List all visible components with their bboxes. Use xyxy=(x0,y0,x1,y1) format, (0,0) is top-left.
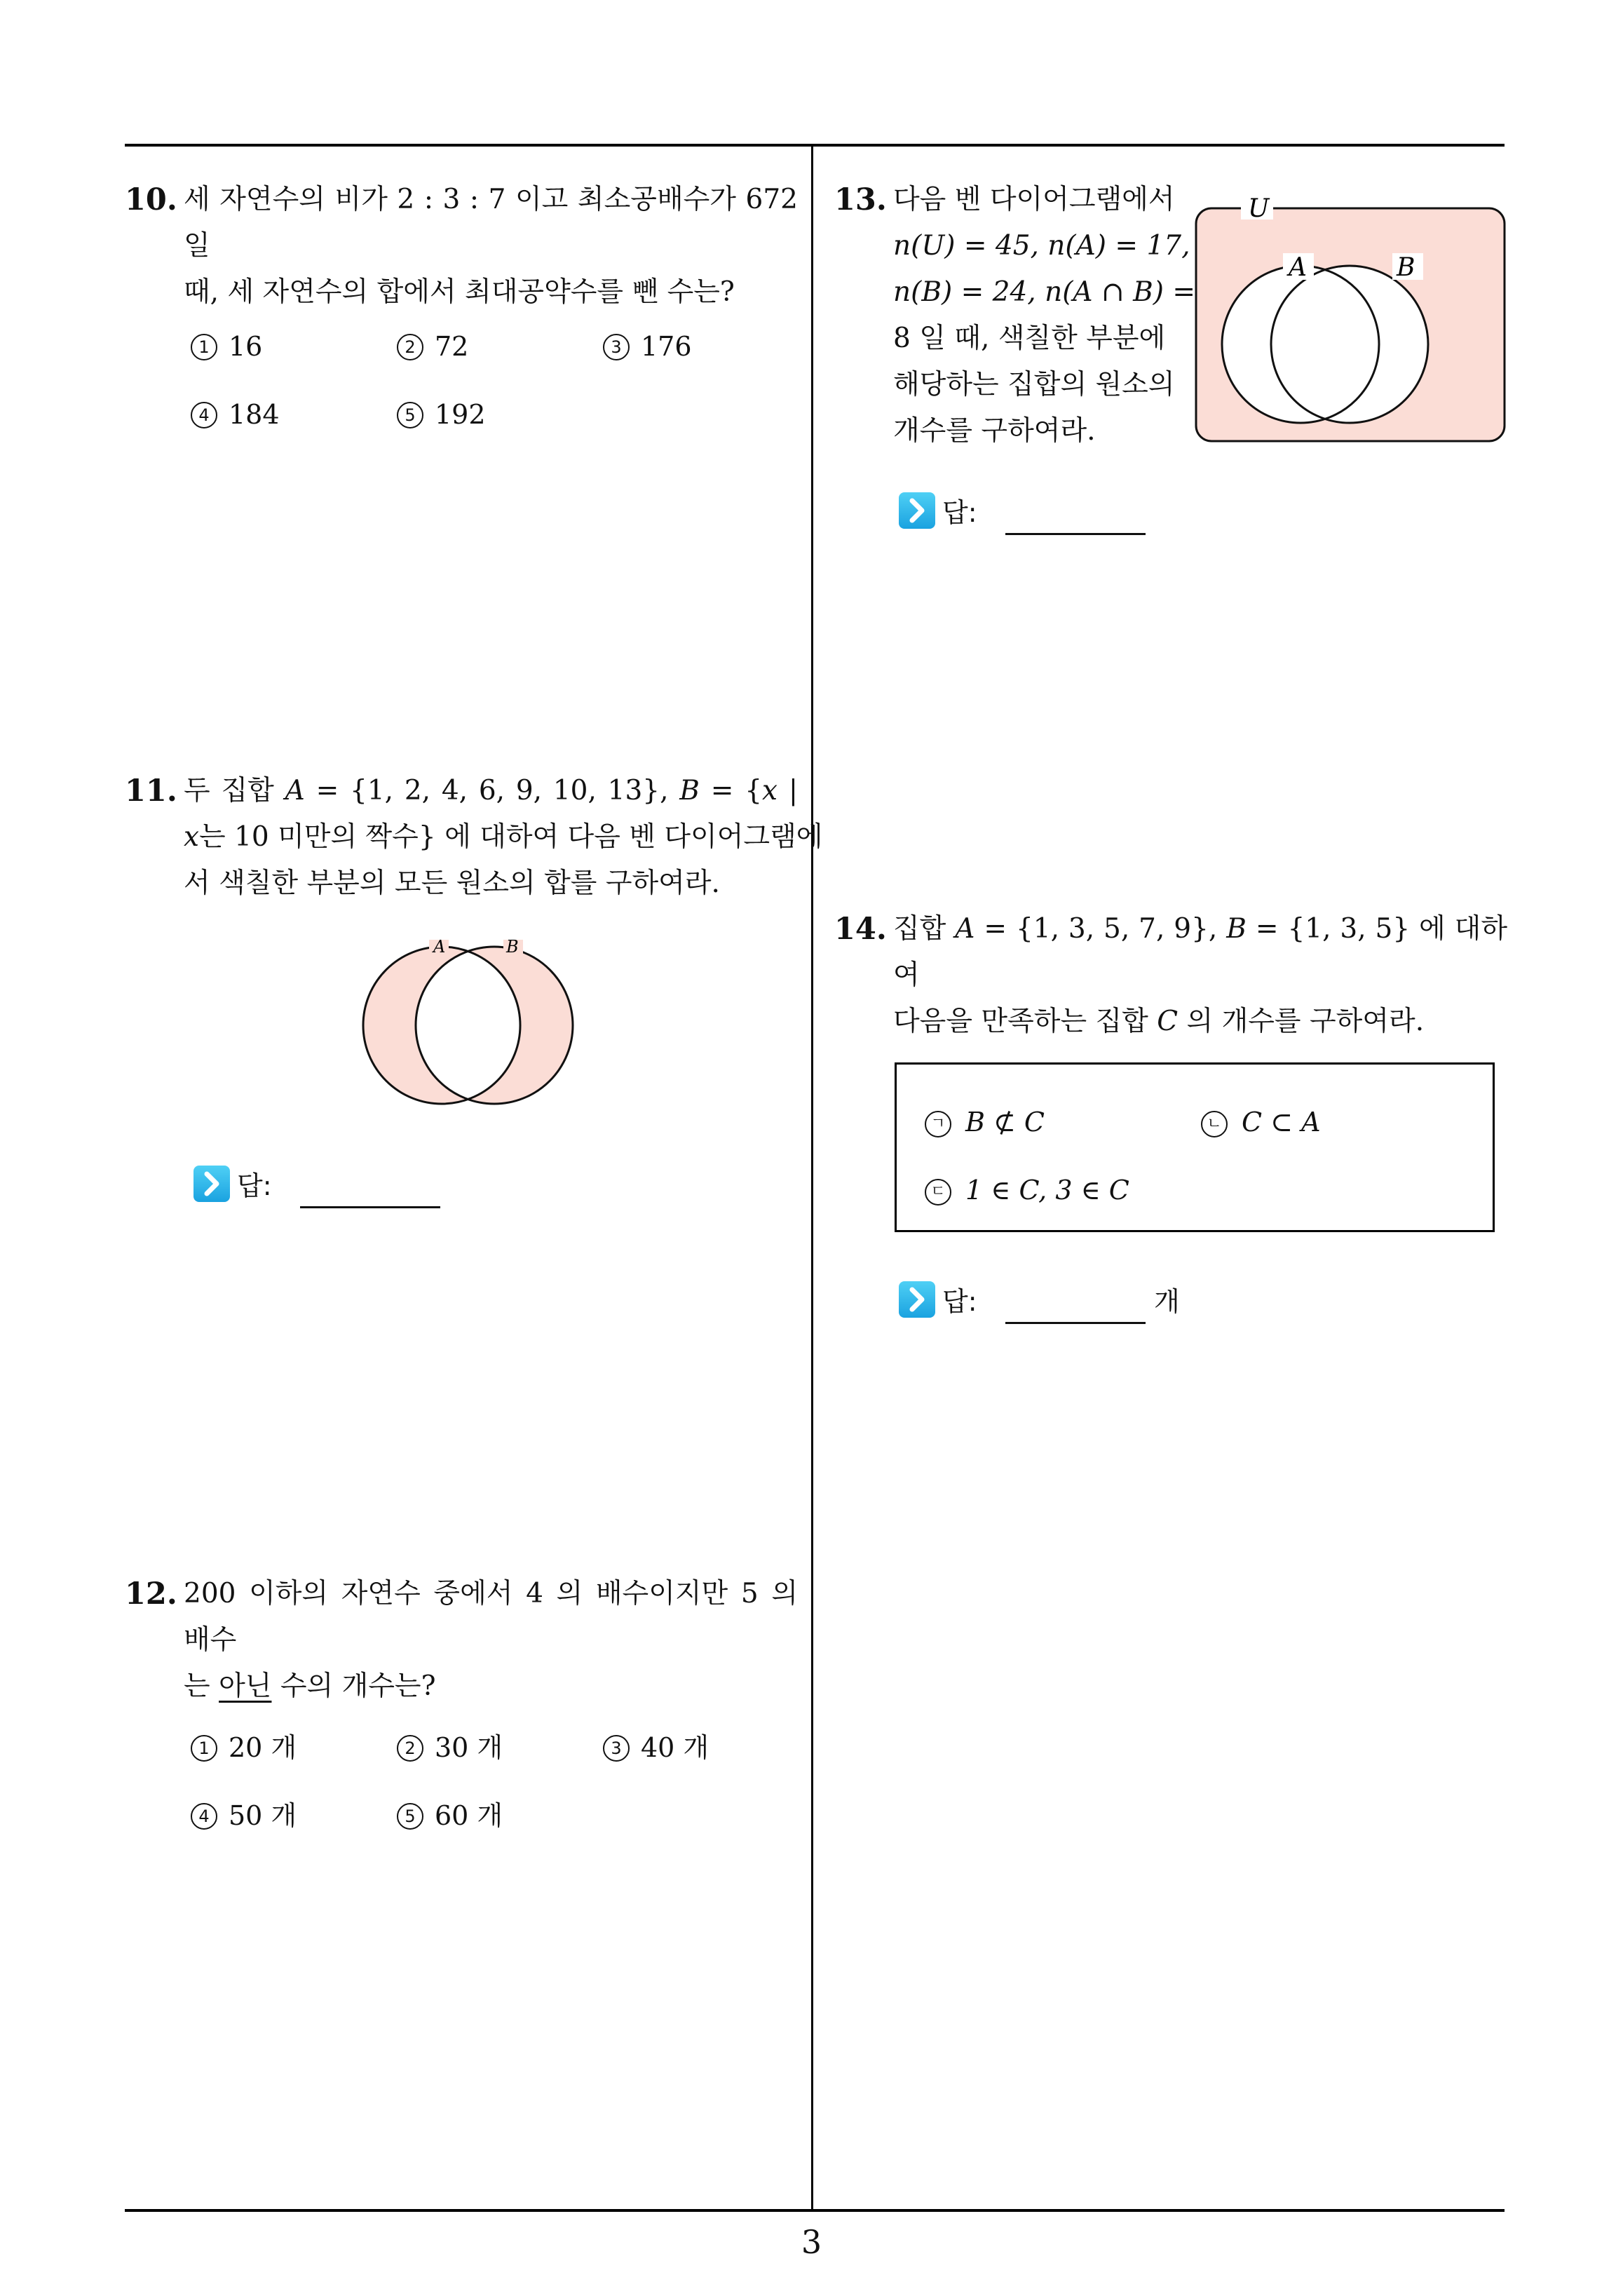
choice-text: 192 xyxy=(435,399,486,430)
choice-text: 16 xyxy=(229,331,263,362)
stem-line: n(U) = 45, n(A) = 17, xyxy=(893,230,1190,262)
choice-text: 50 개 xyxy=(229,1800,297,1831)
answer-label: 답: xyxy=(942,1286,977,1317)
choice-mark: 2 xyxy=(397,334,423,360)
arrow-badge-icon xyxy=(899,492,935,529)
condition-mark: ㄷ xyxy=(925,1179,951,1206)
stem-line: 는 아닌 수의 개수는? xyxy=(184,1670,436,1702)
choice-text: 72 xyxy=(435,331,469,362)
choice-mark: 3 xyxy=(603,1735,630,1762)
choice-text: 40 개 xyxy=(641,1732,709,1763)
condition-2 xyxy=(1201,1107,1321,1137)
answer-blank[interactable] xyxy=(1005,1322,1146,1324)
choice-2[interactable] xyxy=(397,1726,503,1764)
venn-diagram-q11 xyxy=(351,933,638,1115)
choice-text: 176 xyxy=(641,331,692,362)
answer-area-q11 xyxy=(193,1164,272,1203)
condition-text: C ⊂ A xyxy=(1242,1107,1321,1137)
question-number: 10. xyxy=(125,182,177,217)
top-rule xyxy=(125,144,1505,147)
stem-line: n(B) = 24, n(A ∩ B) = xyxy=(893,276,1196,308)
choice-5[interactable] xyxy=(397,1794,503,1832)
bottom-rule xyxy=(125,2209,1505,2212)
stem-line: 8 일 때, 색칠한 부분에 xyxy=(893,323,1166,354)
stem-line: 해당하는 집합의 원소의 xyxy=(893,369,1175,400)
condition-mark: ㄴ xyxy=(1201,1111,1228,1137)
choice-text: 184 xyxy=(229,399,280,430)
choice-mark: 5 xyxy=(397,402,423,428)
stem-line: 개수를 구하여라. xyxy=(893,415,1096,447)
choice-mark: 1 xyxy=(191,334,217,360)
choice-mark: 2 xyxy=(397,1735,423,1762)
stem-line: 서 색칠한 부분의 모든 원소의 합를 구하여라. xyxy=(184,867,720,899)
choice-1[interactable] xyxy=(191,331,262,362)
choice-4[interactable] xyxy=(191,1794,297,1832)
choice-2[interactable] xyxy=(397,331,468,362)
choice-mark: 4 xyxy=(191,402,217,428)
question-stem xyxy=(184,1571,798,1710)
condition-3 xyxy=(925,1175,1129,1206)
choice-text: 60 개 xyxy=(435,1800,503,1831)
set-a-label: A xyxy=(433,937,446,957)
question-number: 13. xyxy=(834,182,887,217)
condition-text: B ⊄ C xyxy=(965,1107,1045,1137)
set-b-label: B xyxy=(1397,253,1415,282)
answer-area-q13 xyxy=(899,491,977,529)
underlined-word: 아닌 xyxy=(219,1670,272,1702)
set-a-label: A xyxy=(1289,253,1307,282)
answer-label: 답: xyxy=(237,1170,272,1201)
answer-blank[interactable] xyxy=(300,1206,440,1208)
stem-line: 다음 벤 다이어그램에서 xyxy=(893,184,1175,215)
stem-line: x는 10 미만의 짝수} 에 대하여 다음 벤 다이어그램에 xyxy=(184,821,823,853)
stem-line: 두 집합 A = {1, 2, 4, 6, 9, 10, 13}, B = {x | xyxy=(184,775,798,806)
choice-mark: 4 xyxy=(191,1803,217,1830)
stem-line: 집합 A = {1, 3, 5, 7, 9}, B = {1, 3, 5} 에 대하여 xyxy=(893,913,1507,991)
condition-1 xyxy=(925,1107,1045,1137)
question-stem xyxy=(184,177,798,316)
condition-mark: ㄱ xyxy=(925,1111,951,1137)
column-divider xyxy=(811,144,813,2210)
stem-line: 세 자연수의 비가 2 : 3 : 7 이고 최소공배수가 672 일 xyxy=(184,184,798,262)
set-b-label: B xyxy=(506,937,519,957)
answer-area-q14 xyxy=(899,1280,1180,1318)
choice-text: 30 개 xyxy=(435,1732,503,1763)
choice-mark: 1 xyxy=(191,1735,217,1762)
stem-line: 200 이하의 자연수 중에서 4 의 배수이지만 5 의 배수 xyxy=(184,1578,798,1656)
choice-1[interactable] xyxy=(191,1726,297,1764)
answer-unit: 개 xyxy=(1154,1286,1180,1317)
question-number: 12. xyxy=(125,1576,177,1612)
condition-text: 1 ∈ C, 3 ∈ C xyxy=(965,1175,1129,1206)
stem-line: 때, 세 자연수의 합에서 최대공약수를 뺀 수는? xyxy=(184,276,735,308)
universal-set-label: U xyxy=(1248,194,1270,223)
conditions-box xyxy=(895,1062,1495,1232)
question-stem xyxy=(184,768,823,907)
choice-3[interactable] xyxy=(603,1726,709,1764)
stem-line: 다음을 만족하는 집합 C 의 개수를 구하여라. xyxy=(893,1006,1425,1037)
choice-3[interactable] xyxy=(603,331,692,362)
question-number: 14. xyxy=(834,912,887,947)
arrow-badge-icon xyxy=(193,1166,230,1202)
choice-mark: 5 xyxy=(397,1803,423,1830)
venn-diagram-q13 xyxy=(1192,186,1507,445)
choice-4[interactable] xyxy=(191,399,280,430)
choice-mark: 3 xyxy=(603,334,630,360)
page-number: 3 xyxy=(801,2223,822,2261)
question-number: 11. xyxy=(125,774,177,809)
choice-text: 20 개 xyxy=(229,1732,297,1763)
arrow-badge-icon xyxy=(899,1281,935,1318)
answer-label: 답: xyxy=(942,497,977,528)
question-stem xyxy=(893,906,1507,1045)
choice-5[interactable] xyxy=(397,399,486,430)
question-stem xyxy=(893,177,1196,454)
answer-blank[interactable] xyxy=(1005,533,1146,535)
